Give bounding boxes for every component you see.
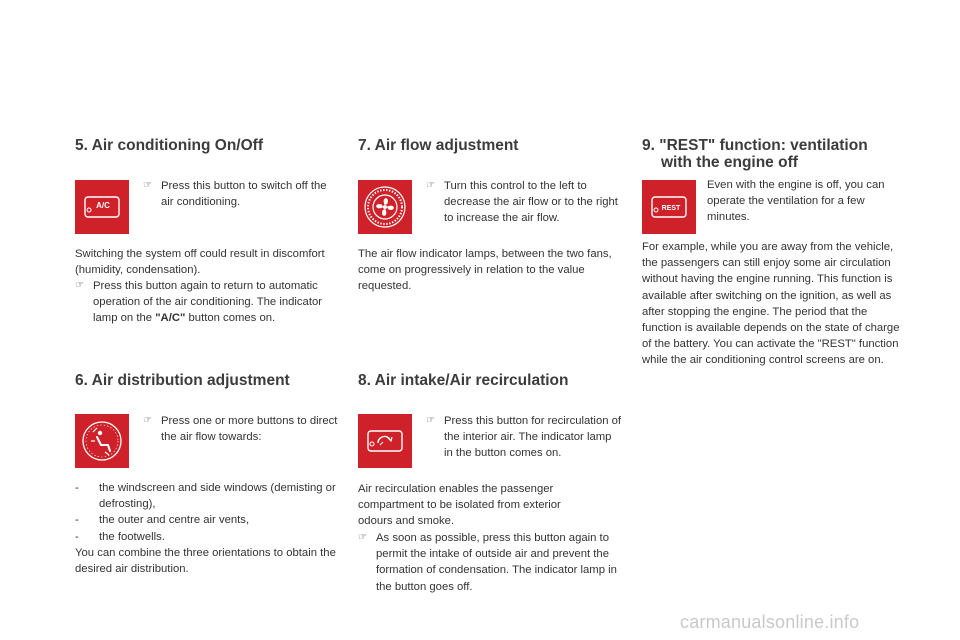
list-item	[75, 529, 337, 545]
list-item	[75, 480, 337, 512]
sec6-list	[75, 480, 337, 577]
pointing-hand-icon: ☞	[143, 415, 152, 426]
section-9-title-line2: with the engine off	[661, 154, 798, 171]
ac-button-icon	[75, 180, 129, 234]
sec5-bullet2-part1: Press this button again to return to automatic operation of the air conditioning. The indicator lamp on the	[93, 280, 323, 325]
dash-mark: -	[75, 514, 79, 527]
list-item-text: the outer and centre air vents,	[99, 514, 250, 527]
sec8-bullet-text: Press this button for recirculation of the interior air. The indicator lamp in the button comes on.	[444, 415, 622, 460]
sec5-bullet	[143, 178, 333, 210]
sec5-bullet2-text	[93, 278, 337, 327]
recirculation-button-icon	[358, 414, 412, 468]
list-item-text: the footwells.	[99, 530, 165, 543]
sec8-bullet2	[358, 530, 622, 595]
sec7-bullet	[426, 178, 620, 227]
sec7-bullet-text: Turn this control to the left to decrease the air flow or to the right to increase the air flow.	[444, 180, 618, 225]
ac-icon-label: A/C	[96, 201, 110, 210]
sec6-bullet	[143, 413, 338, 445]
section-8-title: 8. Air intake/Air recirculation	[358, 372, 569, 389]
watermark: carmanualsonline.info	[680, 612, 860, 632]
rest-icon-label: REST	[661, 205, 681, 212]
ac-quoted-label: "A/C"	[155, 312, 186, 325]
section-9-title-line1: 9. "REST" function: ventilation	[642, 137, 868, 154]
pointing-hand-icon: ☞	[75, 280, 84, 291]
dash-mark: -	[75, 482, 79, 494]
sec5-bullet2	[75, 278, 337, 327]
pointing-hand-icon: ☞	[426, 415, 435, 426]
section-5-title: 5. Air conditioning On/Off	[75, 137, 263, 154]
pointing-hand-icon: ☞	[358, 532, 367, 543]
sec6-bullet-text: Press one or more buttons to direct the air flow towards:	[161, 415, 338, 444]
pointing-hand-icon: ☞	[143, 180, 152, 191]
sec8-bullet2-text: As soon as possible, press this button again to permit the intake of outside air and prevent the formation of condensation. The indicator lamp in the button goes off.	[376, 532, 617, 593]
pointing-hand-icon: ☞	[426, 180, 435, 191]
dash-mark: -	[75, 530, 79, 543]
sec6-para: You can combine the three orientations to obtain the desired air distribution.	[75, 546, 336, 576]
sec5-bullet-text: Press this button to switch off the air conditioning.	[161, 180, 327, 209]
sec9-intro: Even with the engine is off, you can operate the ventilation for a few minutes.	[707, 179, 885, 224]
section-7-title: 7. Air flow adjustment	[358, 137, 519, 154]
air-distribution-icon	[75, 414, 129, 468]
sec9-para: For example, while you are away from the vehicle, the passengers can still enjoy some air circulation without having the engine running. This function is available after switching on the ignition, as well as after stopping the engine. The period that the function is available depends on the state of charge of the battery. You can activate the "REST" function while the air conditioning control screens are on.	[642, 241, 900, 367]
air-flow-dial-icon	[358, 180, 412, 234]
rest-button-icon	[642, 180, 696, 234]
list-item	[75, 512, 337, 528]
sec8-para: Air recirculation enables the passenger compartment to be isolated from exterior odours and smoke.	[358, 483, 561, 528]
sec5-para: Switching the system off could result in discomfort (humidity, condensation).	[75, 248, 325, 277]
sec7-para: The air flow indicator lamps, between the two fans, come on progressively in relation to the value requested.	[358, 248, 612, 293]
list-item-text: the windscreen and side windows (demisting or defrosting),	[99, 482, 336, 511]
section-6-title: 6. Air distribution adjustment	[75, 372, 290, 389]
sec8-bullet	[426, 413, 622, 462]
sec5-bullet2-part2: button comes on.	[188, 312, 276, 325]
